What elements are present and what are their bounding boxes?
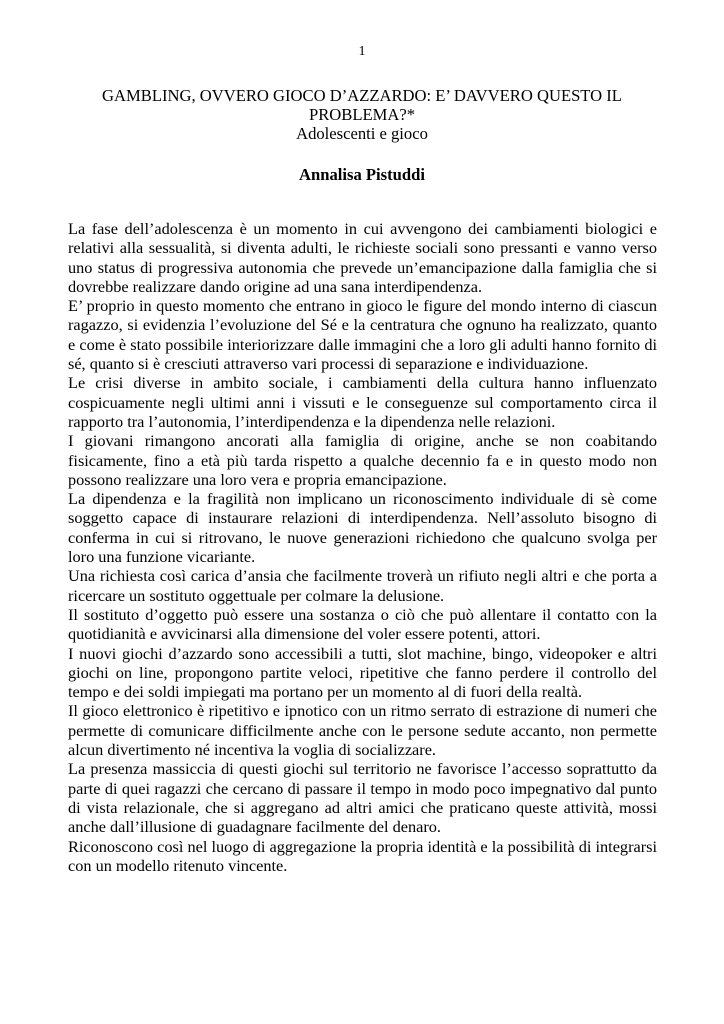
paragraph: Le crisi diverse in ambito sociale, i cambiamenti della cultura hanno influenzato cospicuamente negli ultimi anni i vissuti e le conseguenze sul comportamento circa il rapporto tra l’autonomia, l’interdipendenza e la dipendenza nelle relazioni. — [68, 373, 657, 431]
paragraph: La dipendenza e la fragilità non implicano un riconoscimento individuale di sè come soggetto capace di instaurare relazioni di interdipendenza. Nell’assoluto bisogno di conferma in cui si ritrovano, le nuove generazioni richiedono che qualcuno svolga per loro una funzione vicariante. — [68, 489, 657, 567]
author-name: Annalisa Pistuddi — [299, 165, 425, 184]
paragraph: La presenza massiccia di questi giochi sul territorio ne favorisce l’accesso soprattutto da parte di quei ragazzi che cercano di passare il tempo in modo poco impegnativo dal punto di vista relazionale, che si aggregano ad altri amici che praticano queste attività, mossi anche dall’illusione di guadagnare facilmente del denaro. — [68, 759, 657, 837]
paragraph: La fase dell’adolescenza è un momento in cui avvengono dei cambiamenti biologici e relativi alla sessualità, si diventa adulti, le richieste sociali sono pressanti e vanno verso uno status di progressiva autonomia che prevede un’emancipazione dalla famiglia che si dovrebbe realizzare dando origine ad una sana interdipendenza. — [68, 219, 657, 296]
body-text — [68, 219, 657, 875]
paragraph: I giovani rimangono ancorati alla famiglia di origine, anche se non coabitando fisicamente, fino a età più tarda rispetto a qualche decennio fa e in questo modo non possono realizzare una loro vera e propria emancipazione. — [68, 431, 657, 489]
paragraph: Riconoscono così nel luogo di aggregazione la propria identità e la possibilità di integrarsi con un modello ritenuto vincente. — [68, 836, 657, 875]
paragraph: Una richiesta così carica d’ansia che facilmente troverà un rifiuto negli altri e che porta a ricercare un sostituto oggettuale per colmare la delusione. — [68, 566, 657, 605]
paragraph: E’ proprio in questo momento che entrano in gioco le figure del mondo interno di ciascun ragazzo, si evidenzia l’evoluzione del Sé e la centratura che ognuno ha realizzato, quanto e come è stato possibile interiorizzare dalle immagini che a loro gli adulti hanno fornito di sé, quanto si è cresciuti attraverso vari processi di separazione e individuazione. — [68, 296, 657, 374]
page-number: 1 — [358, 44, 366, 59]
document-subtitle: Adolescenti e gioco — [296, 124, 428, 143]
paragraph: Il sostituto d’oggetto può essere una sostanza o ciò che può allentare il contatto con la quotidianità e avvicinarsi alla dimensione del voler essere potenti, attori. — [68, 604, 657, 644]
document-title: GAMBLING, OVVERO GIOCO D’AZZARDO: E’ DAVVERO QUESTO IL PROBLEMA?* — [102, 86, 622, 124]
paragraph: I nuovi giochi d’azzardo sono accessibili a tutti, slot machine, bingo, videopoker e altri giochi on line, propongono partite veloci, ripetitive che fanno perdere il controllo del tempo e dei soldi impiegati ma portano per un momento al di fuori della realtà. — [68, 643, 657, 702]
paragraph: Il gioco elettronico è ripetitivo e ipnotico con un ritmo serrato di estrazione di numeri che permette di comunicare difficilmente anche con le persone sedute accanto, non permette alcun divertimento né incentiva la voglia di socializzare. — [68, 701, 657, 760]
